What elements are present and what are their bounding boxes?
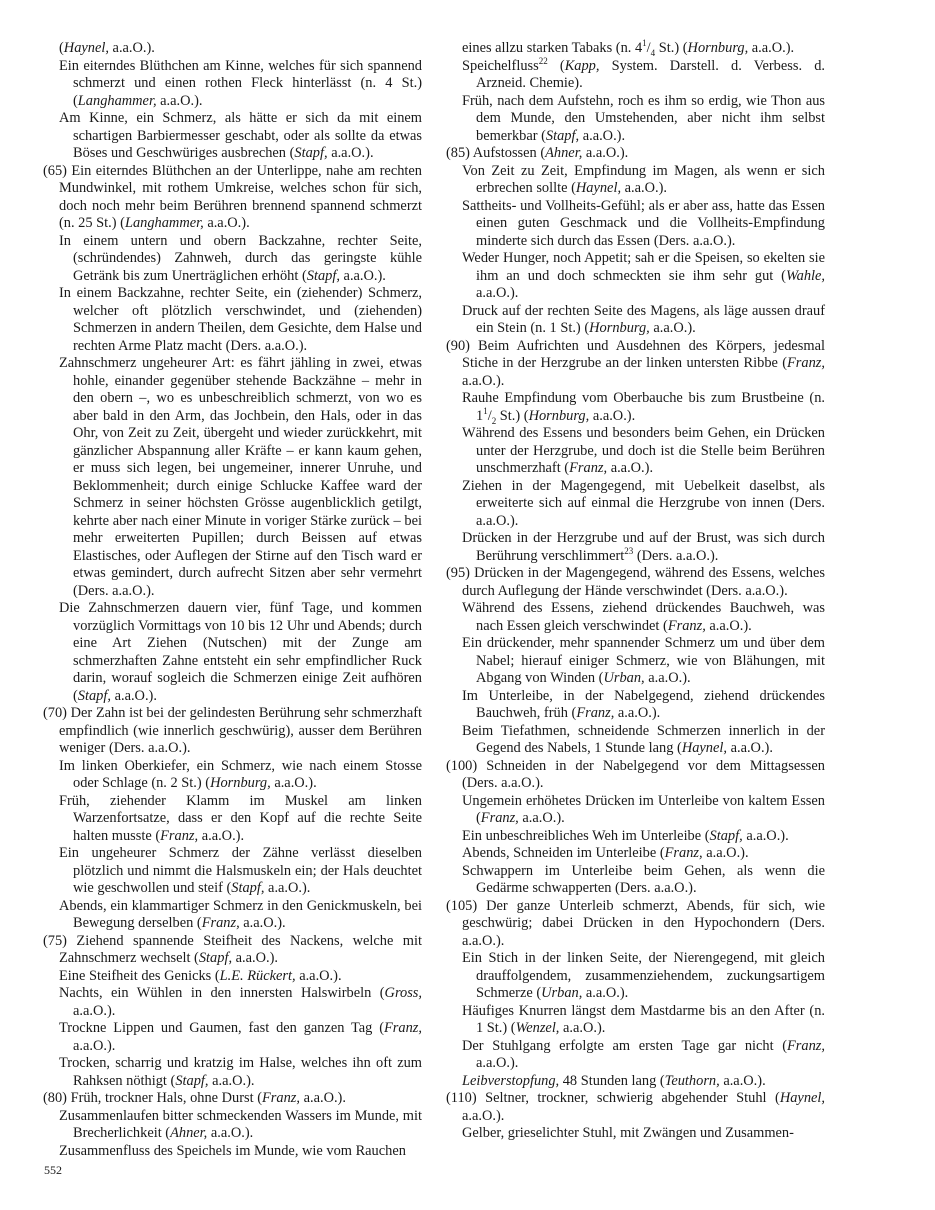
symptom-entry xyxy=(446,390,825,425)
entry-text: a.a.O.). xyxy=(726,740,773,756)
entry-text: a.a.O.). xyxy=(198,827,245,844)
entry-text: a.a.O.). xyxy=(476,285,519,301)
entry-text: a.a.O.). xyxy=(719,1072,766,1089)
entry-text: Weder Hunger, noch Appetit; sah er die Speisen, so ekelten sie ihm an und doch schmeckten sie ihm sehr gut ( xyxy=(462,250,825,284)
entry-text: (105) Der ganze Unterleib schmerzt, Abends, für sich, wie geschwürig; dabei Drücken in den Hypochondern (Ders. a.a.O.). xyxy=(446,897,825,949)
entry-text: Ein unbeschreibliches Weh im Unterleibe ( xyxy=(462,827,710,844)
entry-text: St.) ( xyxy=(655,40,688,56)
entry-text: (95) Drücken in der Magengegend, während des Essens, welches durch Auflegung der Hände verschwindet (Ders. a.a.O.). xyxy=(446,565,825,599)
entry-text: Abends, ein klammartiger Schmerz in den Genickmuskeln, bei Bewegung derselben ( xyxy=(59,897,422,931)
entry-text: a.a.O.). xyxy=(748,40,795,56)
symptom-entry xyxy=(43,355,422,600)
symptom-entry xyxy=(446,600,825,635)
entry-text: a.a.O.). xyxy=(462,372,505,389)
symptom-entry xyxy=(43,985,422,1020)
symptom-entry xyxy=(446,1090,825,1125)
source-citation: Ahner, xyxy=(545,145,583,161)
entry-text: eines allzu starken Tabaks (n. 4 xyxy=(462,40,643,56)
symptom-entry xyxy=(446,723,825,758)
symptom-entry xyxy=(446,950,825,1003)
entry-text: a.a.O.). xyxy=(476,1055,519,1071)
entry-text: Häufiges Knurren längst dem Mastdarme bis an den After (n. 1 St.) ( xyxy=(462,1002,825,1036)
entry-text: a.a.O.). xyxy=(702,845,749,861)
symptom-entry xyxy=(446,93,825,146)
entry-text: a.a.O.). xyxy=(208,1072,255,1089)
source-citation: Franz, xyxy=(262,1090,300,1106)
source-citation: Hornburg, xyxy=(687,40,749,56)
entry-text: Ein ungeheurer Schmerz der Zähne verlässt dieselben plötzlich und nimmt die Halsmuskeln ein; der Hals deuchtet wie geschwollen und steif ( xyxy=(59,845,422,896)
entry-text: a.a.O.). xyxy=(108,40,155,56)
entry-text: Zusammenlaufen bitter schmeckenden Wassers im Munde, mit Brecherlichkeit ( xyxy=(59,1107,422,1141)
entry-text: a.a.O.). xyxy=(582,985,629,1001)
entry-text: Im linken Oberkiefer, ein Schmerz, wie nach einem Stosse oder Schlage (n. 2 St.) ( xyxy=(59,757,422,791)
entry-text: (85) Aufstossen ( xyxy=(446,145,546,161)
entry-text: a.a.O.). xyxy=(644,670,691,686)
source-citation: Stapf, xyxy=(306,267,340,284)
source-citation: Haynel, xyxy=(681,740,727,756)
source-citation: Stapf, xyxy=(77,687,111,704)
symptom-entry xyxy=(446,55,825,93)
entry-text: Nachts, ein Wühlen in den innersten Halswirbeln ( xyxy=(59,985,385,1001)
source-citation: Franz, xyxy=(787,355,825,371)
symptom-entry xyxy=(446,845,825,863)
entry-text: Eine Steifheit des Genicks ( xyxy=(59,967,220,984)
entry-text: 1 xyxy=(483,405,488,416)
page-number: 552 xyxy=(44,1163,62,1177)
source-citation: Franz, xyxy=(576,705,615,721)
symptom-entry xyxy=(446,863,825,898)
entry-text: a.a.O.). xyxy=(156,92,203,109)
symptom-entry xyxy=(446,1073,825,1091)
entry-text: (110) Seltner, trockner, schwierig abgehender Stuhl ( xyxy=(446,1090,780,1106)
entry-text: a.a.O.). xyxy=(518,810,565,826)
source-citation: Urban, xyxy=(541,985,583,1001)
source-citation: Franz, xyxy=(664,845,703,861)
entry-text: Ziehen in der Magengegend, mit Uebelkeit daselbst, als erweiterte sich auf einmal die Herzgrube von innen (Ders. a.a.O.). xyxy=(462,477,825,529)
source-citation: Haynel, xyxy=(63,40,109,56)
symptom-entry xyxy=(43,793,422,846)
source-citation: Langhammer, xyxy=(124,215,204,231)
source-citation: Teuthorn, xyxy=(664,1072,720,1089)
symptom-entry xyxy=(446,145,825,163)
entry-text: Rauhe Empfindung vom Oberbauche bis zum Brustbeine (n. 1 xyxy=(462,390,825,424)
symptom-entry xyxy=(43,285,422,355)
symptom-entry xyxy=(446,828,825,846)
entry-text: / xyxy=(646,40,651,56)
entry-text: (65) Ein eiterndes Blüthchen an der Unterlippe, nahe am rechten Mundwinkel, mit rothem Umkreise, welches schon für sich, doch noch mehr beim Berühren brennend spannend schmerzt (n. 25 St.) ( xyxy=(43,162,422,231)
symptom-entry xyxy=(446,478,825,531)
symptom-entry xyxy=(43,1143,422,1161)
entry-text: a.a.O.). xyxy=(582,145,629,161)
entry-text: Von Zeit zu Zeit, Empfindung im Magen, als wenn er sich erbrechen sollte ( xyxy=(462,162,825,196)
source-citation: Franz, xyxy=(160,827,199,844)
source-citation: Ahner, xyxy=(170,1125,208,1141)
symptom-entry xyxy=(43,1020,422,1055)
entry-text: a.a.O.). xyxy=(742,827,789,844)
entry-text: a.a.O.). xyxy=(559,1020,606,1036)
entry-text: Gelber, grieselichter Stuhl, mit Zwängen und Zusammen- xyxy=(462,1125,794,1141)
entry-text: a.a.O.). xyxy=(239,915,286,931)
entry-text: Im Unterleibe, in der Nabelgegend, ziehend drückendes Bauchweh, früh ( xyxy=(462,687,825,721)
entry-text: a.a.O.). xyxy=(621,180,667,196)
entry-text: In einem Backzahne, rechter Seite, ein (ziehender) Schmerz, welcher oft plötzlich verschwindet, und (ziehenden) Schmerzen in andern Theilen, dem Gesichte, dem Halse und rechten Arme Platz macht (Ders. a.a.O.). xyxy=(59,285,422,354)
entry-text: (75) Ziehend spannende Steifheit des Nackens, welche mit Zahnschmerz wechselt ( xyxy=(43,932,422,966)
entry-text: a.a.O.). xyxy=(589,407,636,424)
source-citation: Kapp, xyxy=(564,57,600,74)
entry-text: a.a.O.). xyxy=(264,880,311,896)
source-citation: Wenzel, xyxy=(515,1020,560,1036)
entry-text: Zusammenfluss des Speichels im Munde, wie vom Rauchen xyxy=(59,1142,406,1159)
symptom-entry xyxy=(446,425,825,478)
entry-text: / xyxy=(487,407,492,424)
symptom-entry xyxy=(43,933,422,968)
symptom-entry xyxy=(446,303,825,338)
entry-text: Ungemein erhöhetes Drücken im Unterleibe von kaltem Essen ( xyxy=(462,792,825,826)
entry-text: a.a.O.). xyxy=(607,460,654,476)
entry-text: a.a.O.). xyxy=(232,950,278,966)
symptom-entry xyxy=(446,530,825,565)
source-citation: Haynel, xyxy=(779,1090,825,1106)
entry-text: Früh, nach dem Aufstehn, roch es ihm so erdig, wie Thon aus dem Munde, den Umstehenden, aber nicht ihm selbst bemerkbar ( xyxy=(462,92,825,144)
symptom-entry xyxy=(446,40,825,58)
source-citation: Hornburg, xyxy=(528,407,590,424)
source-citation: Stapf, xyxy=(198,950,233,966)
source-citation: Stapf, xyxy=(175,1072,209,1089)
entry-text: a.a.O.). xyxy=(649,320,696,336)
source-citation: Gross, xyxy=(384,985,422,1001)
source-citation: Franz, xyxy=(787,1037,825,1054)
entry-text: 1 xyxy=(642,38,647,49)
entry-text: Abends, Schneiden im Unterleibe ( xyxy=(462,845,665,861)
entry-text: a.a.O.). xyxy=(73,1002,116,1019)
entry-text: (80) Früh, trockner Hals, ohne Durst ( xyxy=(43,1090,263,1106)
symptom-entry xyxy=(446,163,825,198)
symptom-entry xyxy=(43,163,422,233)
entry-text: a.a.O.). xyxy=(614,705,661,721)
entry-text: a.a.O.). xyxy=(300,1090,346,1106)
entry-text: Während des Essens und besonders beim Gehen, ein Drücken unter der Herzgrube, und doch ist die Stelle beim Berühren unschmerzhaft ( xyxy=(462,425,825,476)
symptom-entry xyxy=(43,40,422,58)
symptom-entry xyxy=(446,793,825,828)
symptom-entry xyxy=(446,688,825,723)
symptom-entry xyxy=(446,565,825,600)
entry-text: Speichelfluss xyxy=(462,57,539,74)
right-column xyxy=(446,40,825,1143)
entry-text: a.a.O.). xyxy=(462,1107,505,1124)
entry-text: Beim Tiefathmen, schneidende Schmerzen innerlich in der Gegend des Nabels, 1 Stunde lang ( xyxy=(462,722,825,756)
source-citation: Hornburg, xyxy=(589,320,650,336)
symptom-entry xyxy=(43,58,422,111)
symptom-entry xyxy=(43,705,422,758)
symptom-entry xyxy=(446,1125,825,1143)
entry-text: Drücken in der Herzgrube und auf der Brust, was sich durch Berührung verschlimmert xyxy=(462,530,825,564)
source-citation: Franz, xyxy=(201,915,240,931)
entry-text: a.a.O.). xyxy=(339,267,386,284)
symptom-entry xyxy=(43,845,422,898)
entry-text: Zahnschmerz ungeheurer Art: es fährt jähling in zwei, etwas hohle, einander gegenüber stehende Backzähne – mehr in den obern –, wo es unbeschreiblich schmerzt, von wo es aber bald in den Arm, das Jochbein, den Hals, oder in das Ohr, von Zeit zu Zeit, übergeht und wieder zurückkehrt, mit gänzlicher Abspannung aller Kräfte – er kann kaum gehen, er muss sich legen, bei ungemeiner, innerer Unruhe, und Beklommenheit; durch einige Schlucke Kaffee ward der Schmerz in seiner höchsten Grösse augenblicklich getilgt, kehrte aber nach einer Minute in voriger Stärke zurück – bei mehr erweiterten Pupillen; durch Beissen auf etwas Elastisches, oder Auflegen der Stirne auf den Tisch ward er etwas gemindert, durch aufrecht Sitzen aber sehr vermehrt (Ders. a.a.O.). xyxy=(59,355,422,599)
entry-text: St.) ( xyxy=(496,407,529,424)
entry-text: a.a.O.). xyxy=(295,967,342,984)
symptom-entry xyxy=(43,110,422,163)
entry-text: Der Stuhlgang erfolgte am ersten Tage gar nicht ( xyxy=(462,1037,788,1054)
symptom-entry xyxy=(43,600,422,705)
source-citation: Franz, xyxy=(384,1020,422,1036)
symptom-entry xyxy=(43,1108,422,1143)
source-citation: Wahle, xyxy=(785,267,825,284)
source-citation: Stapf, xyxy=(231,880,265,896)
symptom-entry xyxy=(43,968,422,986)
entry-text: Druck auf der rechten Seite des Magens, als läge aussen drauf ein Stein (n. 1 St.) ( xyxy=(462,302,825,336)
symptom-entry xyxy=(43,758,422,793)
entry-text: a.a.O.). xyxy=(73,1037,116,1054)
source-citation: Stapf, xyxy=(294,145,328,161)
symptom-entry xyxy=(43,898,422,933)
entry-text: Während des Essens, ziehend drückendes Bauchweh, was nach Essen gleich verschwindet ( xyxy=(462,600,825,634)
left-column xyxy=(43,40,422,1160)
source-citation: Franz, xyxy=(480,810,519,826)
entry-text: ( xyxy=(547,57,565,74)
entry-text: 48 Stunden lang ( xyxy=(559,1072,665,1089)
symptom-entry xyxy=(43,1055,422,1090)
entry-text: Am Kinne, ein Schmerz, als hätte er sich da mit einem schartigen Barbiermesser geschabt, oder als sollte da etwas Böses und Geschwüriges ausbrechen ( xyxy=(59,110,422,161)
entry-text: ( xyxy=(59,40,64,56)
source-citation: Leibverstopfung, xyxy=(462,1072,560,1089)
entry-text: Ein eiterndes Blüthchen am Kinne, welches für sich spannend schmerzt und einen rothen Fleck hinterlässt (n. 4 St.) ( xyxy=(59,57,422,109)
entry-text: 2 xyxy=(491,415,497,426)
entry-text: (90) Beim Aufrichten und Ausdehnen des Körpers, jedesmal Stiche in der Herzgrube an der linken untersten Ribbe ( xyxy=(446,337,825,371)
entry-text: System. Darstell. d. Verbess. d. Arzneid. Chemie). xyxy=(476,57,825,91)
symptom-entry xyxy=(446,338,825,391)
source-citation: Urban, xyxy=(603,670,645,686)
entry-text: a.a.O.). xyxy=(270,775,317,791)
source-citation: Stapf, xyxy=(709,827,743,844)
symptom-entry xyxy=(43,1090,422,1108)
entry-text: a.a.O.). xyxy=(705,617,752,634)
entry-text: Trockne Lippen und Gaumen, fast den ganzen Tag ( xyxy=(59,1020,385,1036)
entry-text: a.a.O.). xyxy=(203,215,250,231)
entry-text: (Ders. a.a.O.). xyxy=(633,547,719,564)
symptom-entry xyxy=(446,1003,825,1038)
entry-text: (70) Der Zahn ist bei der gelindesten Berührung sehr schmerzhaft empfindlich (wie innerlich geschwürig), ausser dem Berühren weniger (Ders. a.a.O.). xyxy=(43,705,422,756)
entry-text: 22 xyxy=(538,55,548,66)
source-citation: Haynel, xyxy=(575,180,622,196)
source-citation: Franz, xyxy=(667,617,706,634)
entry-text: a.a.O.). xyxy=(110,687,157,704)
entry-text: 4 xyxy=(650,47,656,58)
entry-text: Trocken, scharrig und kratzig im Halse, welches ihn oft zum Rahksen nöthigt ( xyxy=(59,1055,422,1089)
symptom-entry xyxy=(446,250,825,303)
source-citation: Langhammer, xyxy=(77,92,157,109)
entry-text: (100) Schneiden in der Nabelgegend vor dem Mittagsessen (Ders. a.a.O.). xyxy=(446,757,825,791)
entry-text: Ein Stich in der linken Seite, der Nierengegend, mit gleich drauffolgendem, zusammenziehendem, zuckungsartigem Schmerze ( xyxy=(462,950,825,1001)
symptom-entry xyxy=(446,198,825,251)
entry-text: Schwappern im Unterleibe beim Gehen, als wenn die Gedärme schwapperten (Ders. a.a.O.). xyxy=(462,862,825,896)
symptom-entry xyxy=(446,898,825,951)
source-citation: Franz, xyxy=(569,460,608,476)
source-citation: L.E. Rückert, xyxy=(219,967,296,984)
symptom-entry xyxy=(446,758,825,793)
entry-text: a.a.O.). xyxy=(207,1125,254,1141)
source-citation: Hornburg, xyxy=(210,775,271,791)
entry-text: In einem untern und obern Backzahne, rechter Seite, (schründendes) Zahnweh, durch das geringste kühle Getränk bis zum Unerträglichen erhöht ( xyxy=(59,232,422,284)
entry-text: 23 xyxy=(624,545,634,556)
symptom-entry xyxy=(446,635,825,688)
source-citation: Stapf, xyxy=(545,127,580,144)
symptom-entry xyxy=(43,233,422,286)
entry-text: Früh, ziehender Klamm im Muskel am linken Warzenfortsatze, dass er den Kopf auf die rechte Seite halten musste ( xyxy=(59,792,422,844)
entry-text: Ein drückender, mehr spannender Schmerz um und über dem Nabel; hierauf einiger Schmerz, wie von Blähungen, mit Abgang von Winden ( xyxy=(462,635,825,686)
entry-text: a.a.O.). xyxy=(579,127,626,144)
entry-text: a.a.O.). xyxy=(327,145,374,161)
entry-text: Sattheits- und Vollheits-Gefühl; als er aber ass, hatte das Essen einen guten Geschmack und die Vollheits-Empfindung minderte sich durch das Essen (Ders. a.a.O.). xyxy=(462,197,825,249)
symptom-entry xyxy=(446,1038,825,1073)
entry-text: Die Zahnschmerzen dauern vier, fünf Tage, und kommen vorzüglich Vormittags von 10 bis 12 Uhr und Abends; durch eine Art Ziehen (Nutschen) mit der Zunge am schmerzhaften Zahne entsteht ein sehr empfindlicher Ruck darin, worauf sogleich die Schmerzen einige Zeit aufhören ( xyxy=(59,600,422,704)
